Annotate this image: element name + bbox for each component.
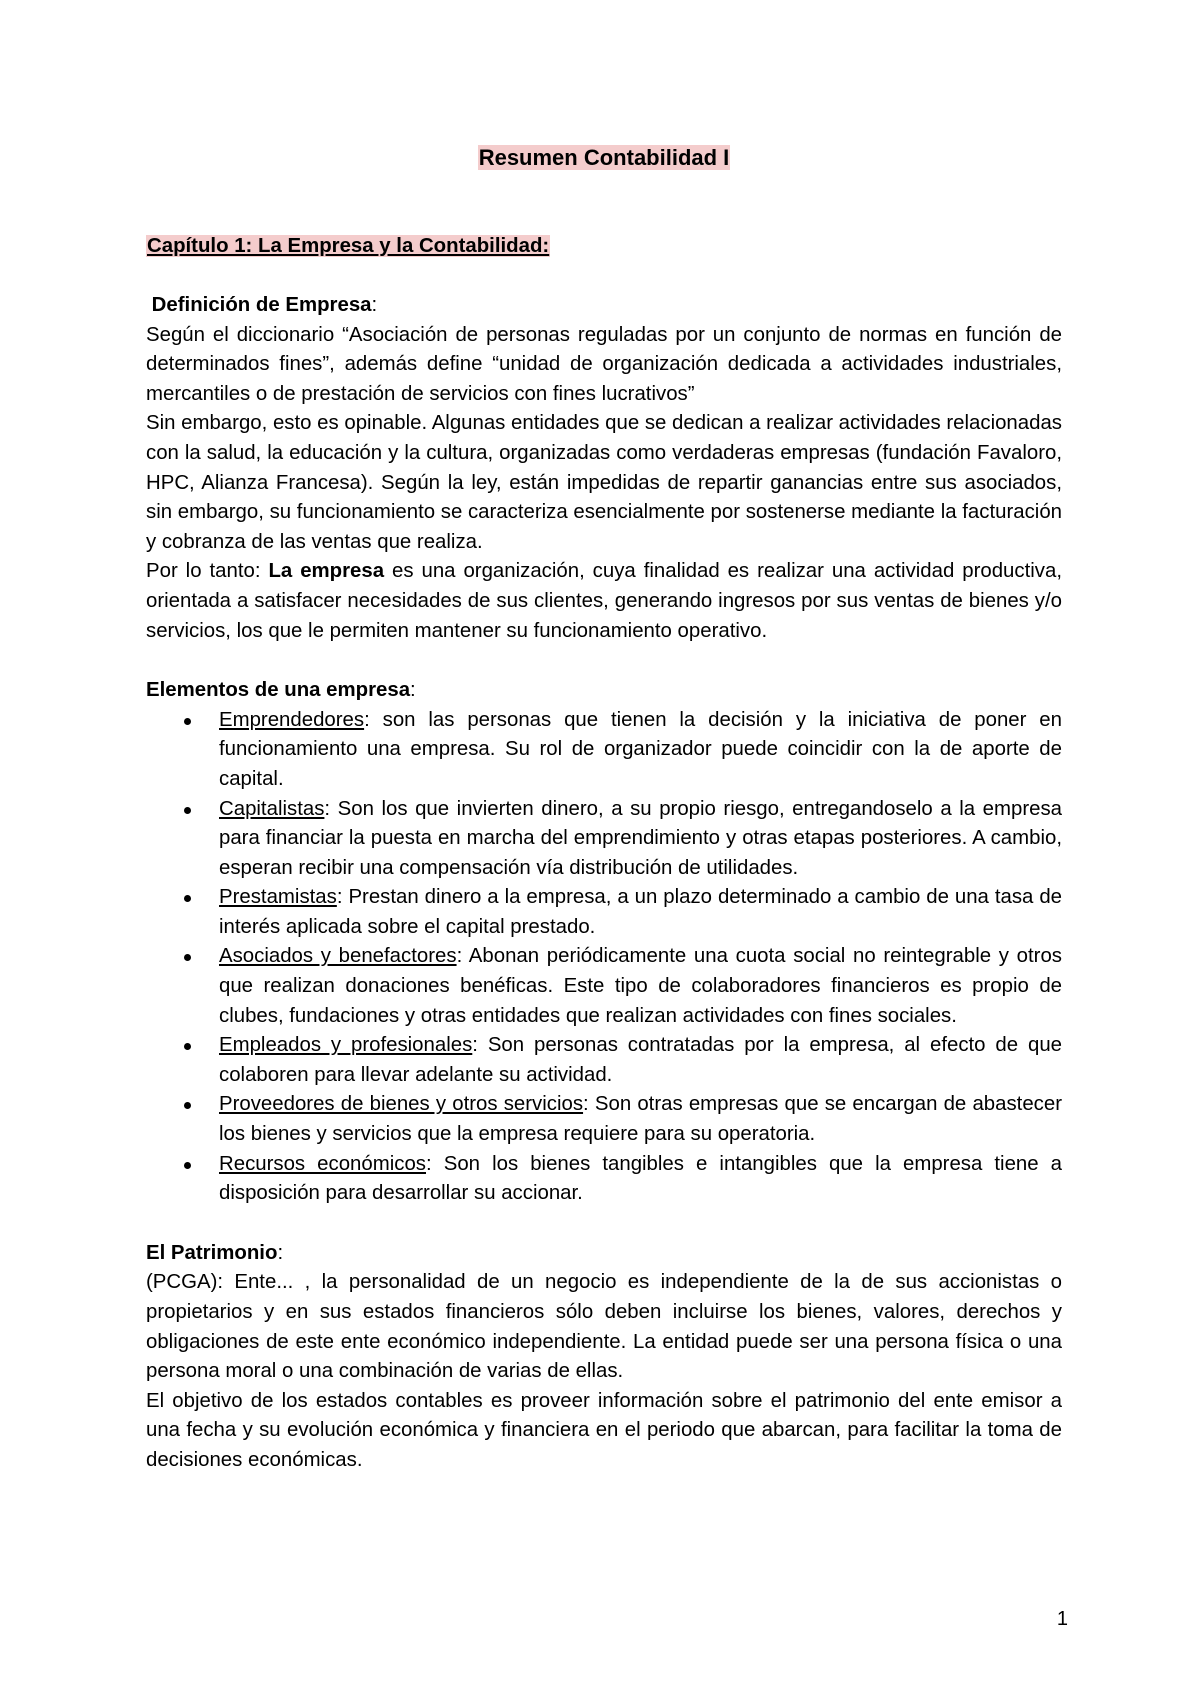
bullet-icon: [184, 954, 191, 961]
document-title: [146, 143, 1062, 173]
bullet-icon: [184, 1102, 191, 1109]
paragraph-definicion-3: [146, 557, 1062, 646]
list-item: [146, 1150, 1062, 1209]
list-item-term: Proveedores de bienes y otros servicios: [219, 1093, 584, 1116]
heading-colon: :: [371, 294, 378, 316]
list-item-term: Capitalistas: [219, 797, 325, 820]
list-item-text: : son las personas que tienen la decisión y la iniciativa de poner en funcionamiento una empresa. Su rol de organizador puede coincidir con la de aporte de capital.: [219, 708, 1062, 790]
list-item: [146, 942, 1062, 1031]
spacer: [146, 1209, 1062, 1239]
paragraph-definicion-3-rest: es una organización, cuya finalidad es realizar una actividad productiva, orientada a satisfacer necesidades de sus clientes, generando ingresos por sus ventas de bienes y/o servicios, los que le permiten mantener su funcionamiento operativo.: [146, 560, 1062, 642]
list-item-text: : Son los bienes tangibles e intangibles que la empresa tiene a disposición para desarrollar su accionar.: [219, 1152, 1063, 1205]
section-heading-elementos: [146, 676, 1062, 706]
section-heading-definicion-text: Definición de Empresa: [151, 294, 372, 316]
list-item-text: : Son los que invierten dinero, a su propio riesgo, entregandoselo a la empresa para financiar la puesta en marcha del emprendimiento y otras etapas posteriores. A cambio, esperan recibir una compensación vía distribución de utilidades.: [219, 797, 1062, 879]
section-heading-elementos-text: Elementos de una empresa: [146, 679, 411, 702]
chapter-heading: [146, 231, 1062, 261]
section-heading-definicion: [146, 291, 1062, 321]
list-item: [146, 795, 1062, 884]
list-item: [146, 883, 1062, 942]
paragraph-definicion-2: Sin embargo, esto es opinable. Algunas entidades que se dedican a realizar actividades relacionadas con la salud, la educación y la cultura, organizadas como verdaderas empresas (fundación Favaloro, HPC, Alianza Francesa). Según la ley, están impedidas de repartir ganancias entre sus asociados, sin embargo, su funcionamiento se caracteriza esencialmente por sostenerse mediante la facturación y cobranza de las ventas que realiza.: [146, 412, 1062, 553]
list-item-term: Recursos económicos: [219, 1152, 426, 1175]
list-item-term: Empleados y profesionales: [219, 1034, 473, 1057]
list-item-term: Asociados y benefactores: [219, 945, 457, 968]
spacer: [146, 646, 1062, 676]
document-title-text: Resumen Contabilidad I: [478, 145, 730, 170]
bullet-icon: [184, 895, 191, 902]
section-heading-patrimonio-text: El Patrimonio: [146, 1241, 278, 1264]
bullet-icon: [184, 807, 191, 814]
paragraph-definicion-3-bold: La empresa: [268, 560, 385, 583]
list-item-term: Emprendedores: [219, 708, 365, 731]
paragraph-patrimonio-2: El objetivo de los estados contables es proveer información sobre el patrimonio del ente emisor a una fecha y su evolución económica y financiera en el periodo que abarcan, para facilitar la toma de decisiones económicas.: [146, 1389, 1062, 1471]
heading-colon: :: [277, 1241, 284, 1264]
list-item-text: : Prestan dinero a la empresa, a un plazo determinado a cambio de una tasa de interés aplicada sobre el capital prestado.: [219, 886, 1062, 938]
document-body: [146, 143, 1062, 1476]
heading-colon: :: [410, 679, 416, 702]
list-item-text: : Son personas contratadas por la empresa, al efecto de que colaboren para llevar adelante su actividad.: [219, 1034, 1062, 1086]
spacer: [146, 261, 1062, 291]
paragraph-patrimonio-1: (PCGA): Ente... , la personalidad de un negocio es independiente de la de sus accionistas o propietarios y en sus estados financieros sólo deben incluirse los bienes, valores, derechos y obligaciones de este ente económico independiente. La entidad puede ser una persona física o una persona moral o una combinación de varias de ellas.: [146, 1271, 1062, 1383]
bullet-icon: [184, 718, 191, 725]
elementos-list: [146, 706, 1062, 1209]
page-number: 1: [1056, 1608, 1068, 1630]
list-item-text: : Son otras empresas que se encargan de abastecer los bienes y servicios que la empresa requiere para su operatoria.: [219, 1093, 1062, 1146]
list-item-text: : Abonan periódicamente una cuota social no reintegrable y otros que realizan donaciones benéficas. Este tipo de colaboradores financieros es propio de clubes, fundaciones y otras entidades que realizan actividades con fines sociales.: [219, 945, 1062, 1027]
bullet-icon: [184, 1043, 191, 1050]
list-item-term: Prestamistas: [219, 886, 337, 909]
section-heading-patrimonio: [146, 1239, 1062, 1269]
list-item: [146, 1031, 1062, 1090]
list-item: [146, 1090, 1062, 1149]
list-item: [146, 706, 1062, 795]
bullet-icon: [184, 1162, 191, 1169]
paragraph-definicion-3-lead: Por lo tanto:: [146, 560, 269, 583]
paragraph-definicion-1: Según el diccionario “Asociación de personas reguladas por un conjunto de normas en función de determinados fines”, además define “unidad de organización dedicada a actividades industriales, mercantiles o de prestación de servicios con fines lucrativos”: [146, 323, 1062, 405]
chapter-heading-text: Capítulo 1: La Empresa y la Contabilidad:: [147, 235, 550, 257]
